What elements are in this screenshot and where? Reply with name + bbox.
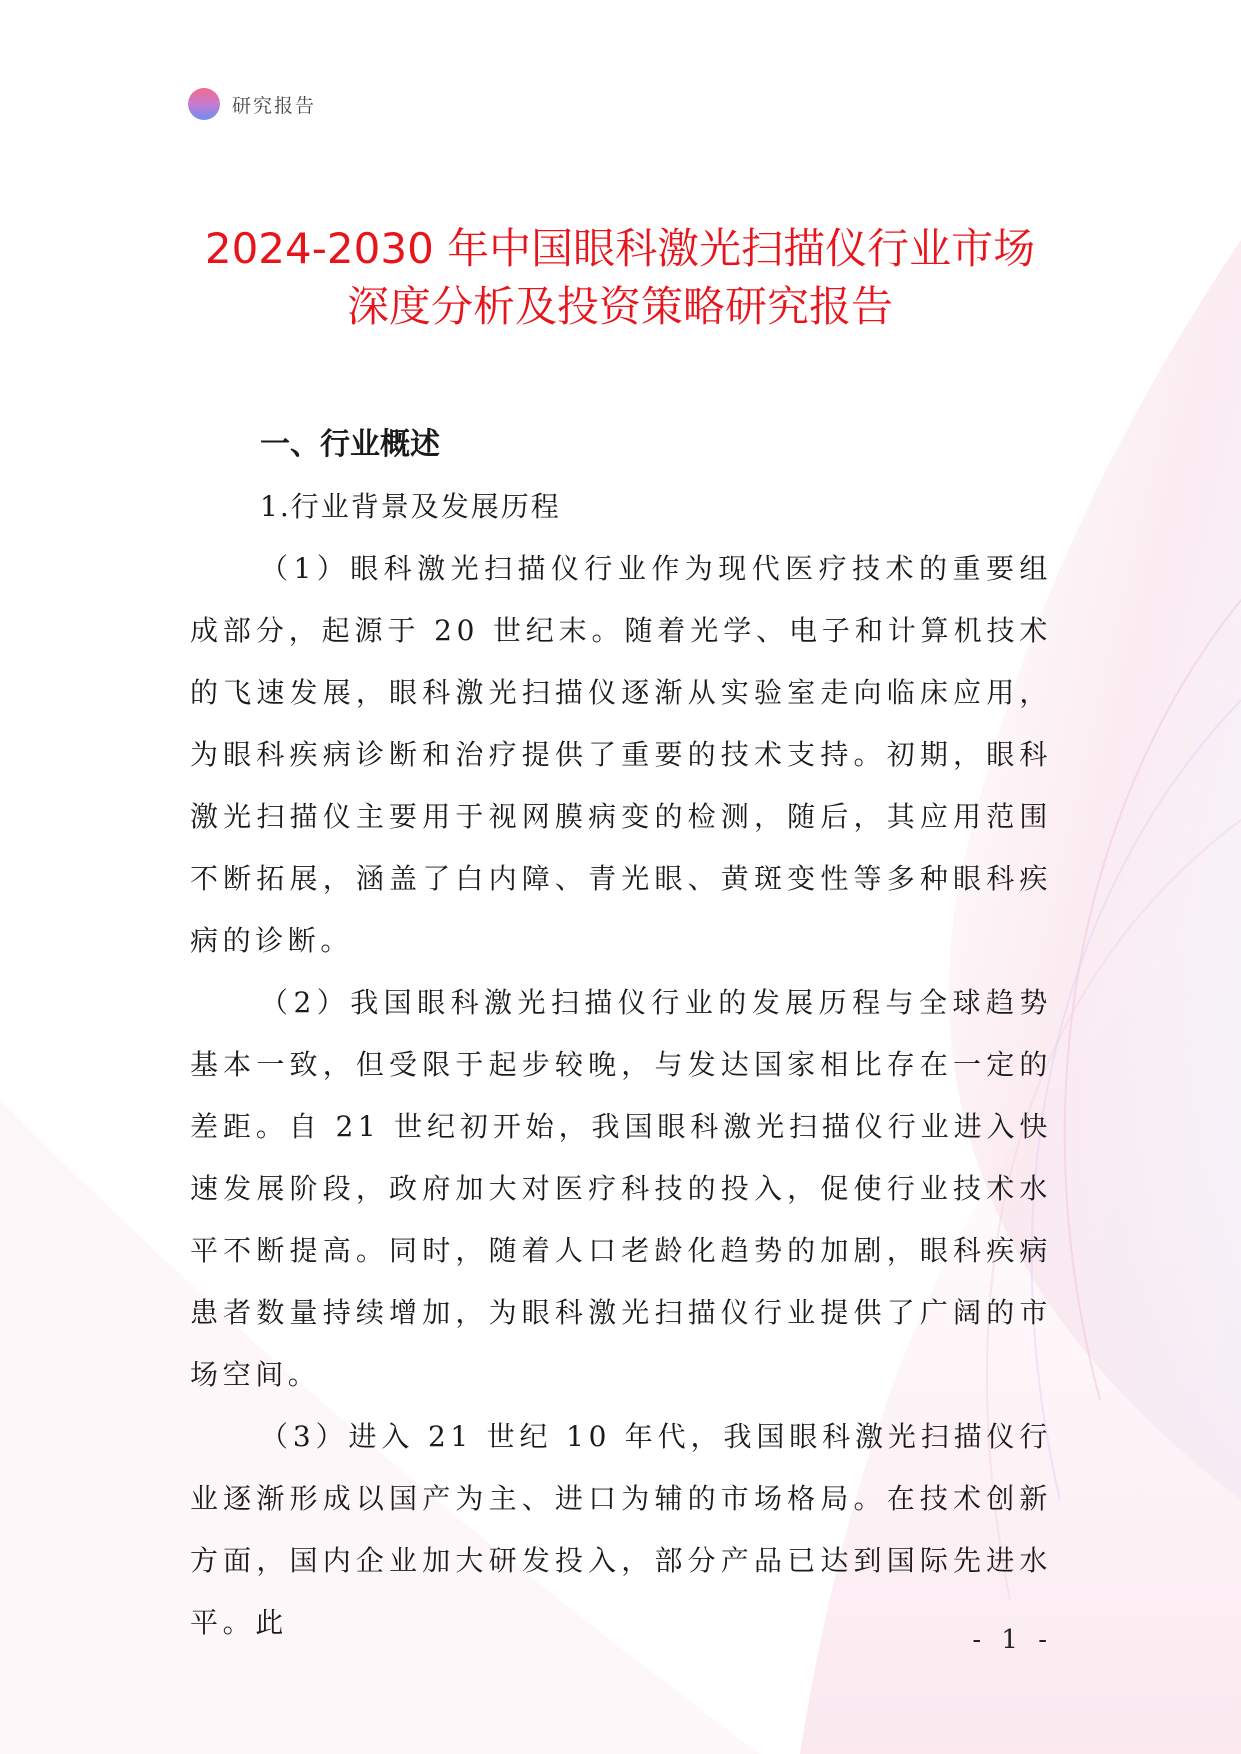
paragraph-1: （1）眼科激光扫描仪行业作为现代医疗技术的重要组成部分，起源于 20 世纪末。随着光学、电子和计算机技术的飞速发展，眼科激光扫描仪逐渐从实验室走向临床应用，为眼科疾病诊断和治疗提供了重要的技术支持。初期，眼科激光扫描仪主要用于视网膜病变的检测，随后，其应用范围不断拓展，涵盖了白内障、青光眼、黄斑变性等多种眼科疾病的诊断。 (190, 552, 1052, 957)
title-line-1: 2024-2030 年中国眼科激光扫描仪行业市场 (204, 224, 1036, 273)
subsection-heading: 1.行业背景及发展历程 (260, 490, 561, 523)
paragraph-2: （2）我国眼科激光扫描仪行业的发展历程与全球趋势基本一致，但受限于起步较晚，与发达国家相比存在一定的差距。自 21 世纪初开始，我国眼科激光扫描仪行业进入快速发展阶段，政府加大对医疗科技的投入，促使行业技术水平不断提高。同时，随着人口老龄化趋势的加剧，眼科疾病患者数量持续增加，为眼科激光扫描仪行业提供了广阔的市场空间。 (190, 986, 1052, 1391)
page-number: - 1 - (972, 1625, 1053, 1655)
document-title (160, 220, 1080, 336)
paragraph-3: （3）进入 21 世纪 10 年代，我国眼科激光扫描仪行业逐渐形成以国产为主、进口为辅的市场格局。在技术创新方面，国内企业加大研发投入，部分产品已达到国际先进水平。此 (190, 1420, 1052, 1639)
section-heading: 一、行业概述 (260, 427, 440, 462)
title-line-2: 深度分析及投资策略研究报告 (346, 282, 893, 331)
report-header (188, 88, 316, 120)
header-label: 研究报告 (232, 94, 317, 117)
logo-circle-icon (188, 88, 220, 120)
document-body (190, 414, 1052, 1654)
